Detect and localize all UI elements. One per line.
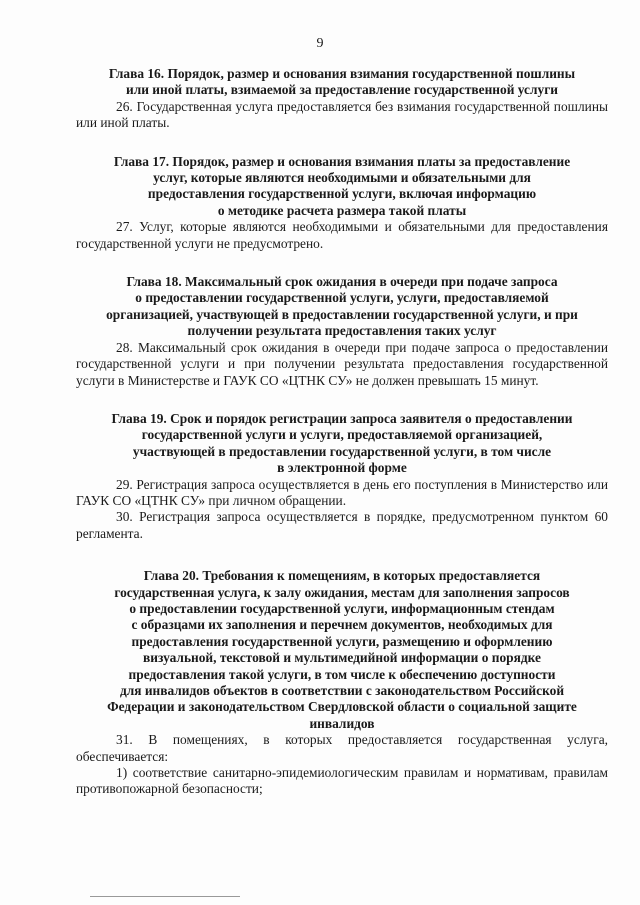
heading-line: получении результата предоставления таких услуг [187, 323, 497, 339]
heading-line: инвалидов [309, 715, 375, 731]
heading-line: о предоставлении государственной услуги, услуги, предоставляемой [135, 290, 549, 306]
heading-line: о методике расчета размера такой платы [217, 202, 467, 218]
paragraph-28: 28. Максимальный срок ожидания в очереди при подаче запроса о предоставлении государственной услуги и при получении результата предоставления государственной услуги в Министерстве и ГАУК СО «ЦТНК СУ» не должен превышать 15 минут. [76, 339, 608, 388]
chapter-16-heading [76, 66, 608, 99]
heading-line: Глава 18. Максимальный срок ожидания в очереди при подаче запроса [126, 274, 558, 290]
heading-line: Федерации и законодательством Свердловской области о социальной защите [107, 699, 577, 715]
document-body [76, 66, 608, 798]
chapter-19-heading [76, 411, 608, 477]
heading-line: государственная услуга, к залу ожидания, местам для заполнения запросов [114, 584, 570, 600]
chapter-17-heading [76, 154, 608, 220]
heading-line: или иной платы, взимаемой за предоставление государственной услуги [125, 82, 558, 98]
paragraph-26: 26. Государственная услуга предоставляется без взимания государственной пошлины или иной платы. [76, 98, 608, 131]
heading-line: Глава 16. Порядок, размер и основания взимания государственной пошлины [108, 66, 576, 81]
list-item-1: 1) соответствие санитарно-эпидемиологическим правилам и нормативам, правилам противопожарной безопасности; [76, 765, 608, 797]
paragraph-27: 27. Услуг, которые являются необходимыми и обязательными для предоставления государственной услуги не предусмотрено. [76, 219, 608, 251]
heading-line: предоставления государственной услуги, размещению и оформлению [131, 633, 553, 649]
heading-line: для инвалидов объектов в соответствии с законодательством Российской [119, 683, 565, 698]
heading-line: в электронной форме [277, 460, 407, 476]
scan-edge-line [90, 896, 240, 897]
heading-line: Глава 19. Срок и порядок регистрации запроса заявителя о предоставлении [111, 410, 573, 426]
paragraph-30: 30. Регистрация запроса осуществляется в порядке, предусмотренном пунктом 60 регламента. [76, 509, 608, 541]
paragraph-29: 29. Регистрация запроса осуществляется в день его поступления в Министерство или ГАУК СО «ЦТНК СУ» при личном обращении. [76, 476, 608, 508]
heading-line: Глава 20. Требования к помещениям, в которых предоставляется [143, 568, 541, 584]
heading-line: услуг, которые являются необходимыми и обязательными для [153, 170, 531, 186]
heading-line: Глава 17. Порядок, размер и основания взимания платы за предоставление [113, 153, 571, 169]
heading-line: о предоставлении государственной услуги, информационным стендам [129, 600, 555, 616]
heading-line: государственной услуги и услуги, предоставляемой организацией, [141, 427, 543, 443]
heading-line: предоставления государственной услуги, включая информацию [147, 186, 537, 202]
heading-line: организацией, участвующей в предоставлении государственной услуги, и при [106, 306, 578, 322]
paragraph-31: 31. В помещениях, в которых предоставляется государственная услуга, обеспечивается: [76, 732, 608, 764]
chapter-20-heading [76, 568, 608, 732]
heading-line: визуальной, текстовой и мультимедийной информации о порядке [143, 650, 541, 666]
chapter-18-heading [76, 274, 608, 340]
heading-line: участвующей в предоставлении государственной услуги, в том числе [132, 443, 552, 459]
heading-line: с образцами их заполнения и перечнем документов, необходимых для [131, 617, 553, 633]
page-number: 9 [316, 36, 324, 51]
heading-line: предоставления такой услуги, в том числе к обеспечению доступности [128, 666, 556, 682]
